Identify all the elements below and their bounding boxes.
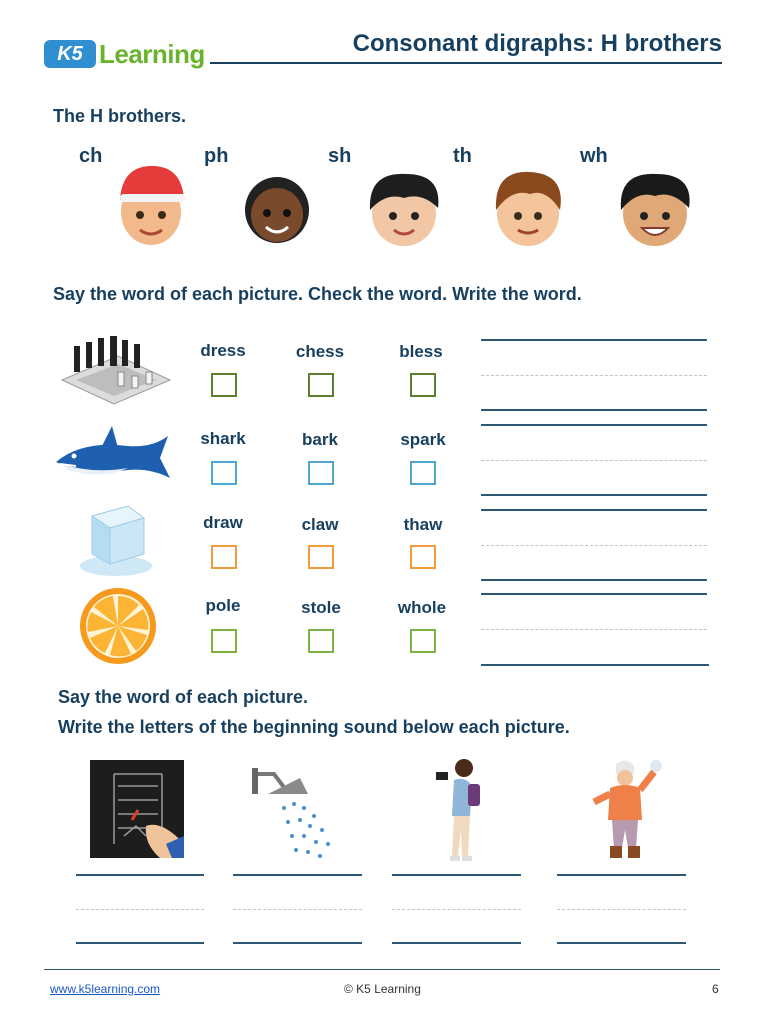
checkbox[interactable] xyxy=(308,373,334,397)
writing-line-base[interactable] xyxy=(481,664,709,666)
footer-copyright: © K5 Learning xyxy=(344,982,421,996)
logo-text: Learning xyxy=(99,39,205,69)
writing-line-top xyxy=(392,874,521,876)
digraph-ch: ch xyxy=(79,145,103,167)
boy-black-hair-face-icon xyxy=(362,168,446,248)
writing-line-base[interactable] xyxy=(481,409,707,411)
section2-heading: Say the word of each picture. Check the word. Write the word. xyxy=(53,284,582,304)
checkbox[interactable] xyxy=(410,373,436,397)
word-option: draw xyxy=(203,513,243,532)
checkbox[interactable] xyxy=(410,545,436,569)
writing-line-top xyxy=(76,874,204,876)
checkbox[interactable] xyxy=(211,629,237,653)
title-underline xyxy=(210,62,722,64)
writing-line-base[interactable] xyxy=(557,942,686,944)
word-option: claw xyxy=(301,515,339,534)
footer-link[interactable]: www.k5learning.com xyxy=(50,982,161,996)
checkbox[interactable] xyxy=(308,461,334,485)
word-option: chess xyxy=(295,342,345,361)
page-title: Consonant digraphs: H brothers xyxy=(352,30,722,57)
boy-curly-face-icon xyxy=(238,165,316,245)
writing-line-base[interactable] xyxy=(76,942,204,944)
ice-cube-icon xyxy=(76,500,156,578)
footer-link-wrap xyxy=(50,982,160,996)
writing-line-base[interactable] xyxy=(481,579,707,581)
photographer-icon xyxy=(430,756,486,864)
word-option: bless xyxy=(399,342,443,361)
digraph-wh: wh xyxy=(580,145,608,167)
boy-smiling-face-icon xyxy=(612,168,698,248)
section3-heading-1: Say the word of each picture. xyxy=(58,687,309,707)
word-option: pole xyxy=(205,596,241,615)
page-number: 6 xyxy=(712,982,719,996)
digraph-sh: sh xyxy=(328,145,352,167)
writing-line-top xyxy=(481,424,707,426)
child-throwing-snowball-icon xyxy=(584,756,668,862)
checkbox[interactable] xyxy=(308,545,334,569)
writing-line-mid xyxy=(392,909,521,910)
writing-line-mid xyxy=(481,629,707,630)
word-option: spark xyxy=(400,430,446,449)
writing-line-mid xyxy=(233,909,362,910)
writing-line-mid xyxy=(76,909,204,910)
k5-logo xyxy=(44,34,206,74)
digraph-ph: ph xyxy=(204,145,229,167)
chess-board-icon xyxy=(58,332,172,408)
shower-icon xyxy=(248,764,342,864)
digraph-th: th xyxy=(453,145,472,167)
writing-line-base[interactable] xyxy=(392,942,521,944)
writing-line-top xyxy=(481,339,707,341)
logo-badge: K5 xyxy=(44,40,96,68)
chalkboard-icon xyxy=(88,760,186,860)
writing-line-mid xyxy=(481,375,707,376)
shark-icon xyxy=(52,424,174,488)
checkbox[interactable] xyxy=(410,461,436,485)
checkbox[interactable] xyxy=(211,461,237,485)
writing-line-base[interactable] xyxy=(481,494,707,496)
writing-line-mid xyxy=(557,909,686,910)
orange-slice-icon xyxy=(78,586,158,666)
footer-divider xyxy=(44,969,720,970)
writing-line-mid xyxy=(481,460,707,461)
checkbox[interactable] xyxy=(211,373,237,397)
word-option: stole xyxy=(301,598,341,617)
word-option: bark xyxy=(302,430,338,449)
section3-heading-2: Write the letters of the beginning sound below each picture. xyxy=(58,717,570,737)
word-option: whole xyxy=(397,598,447,617)
boy-cap-face-icon xyxy=(112,160,190,248)
writing-line-top xyxy=(481,593,707,595)
writing-line-mid xyxy=(481,545,707,546)
writing-line-top xyxy=(481,509,707,511)
boy-brown-hair-face-icon xyxy=(486,166,570,248)
checkbox[interactable] xyxy=(211,545,237,569)
writing-line-top xyxy=(233,874,362,876)
word-option: thaw xyxy=(403,515,443,534)
writing-line-top xyxy=(557,874,686,876)
section1-heading: The H brothers. xyxy=(53,106,187,126)
word-option: shark xyxy=(200,429,246,448)
word-option: dress xyxy=(200,341,246,360)
checkbox[interactable] xyxy=(308,629,334,653)
writing-line-base[interactable] xyxy=(233,942,362,944)
checkbox[interactable] xyxy=(410,629,436,653)
